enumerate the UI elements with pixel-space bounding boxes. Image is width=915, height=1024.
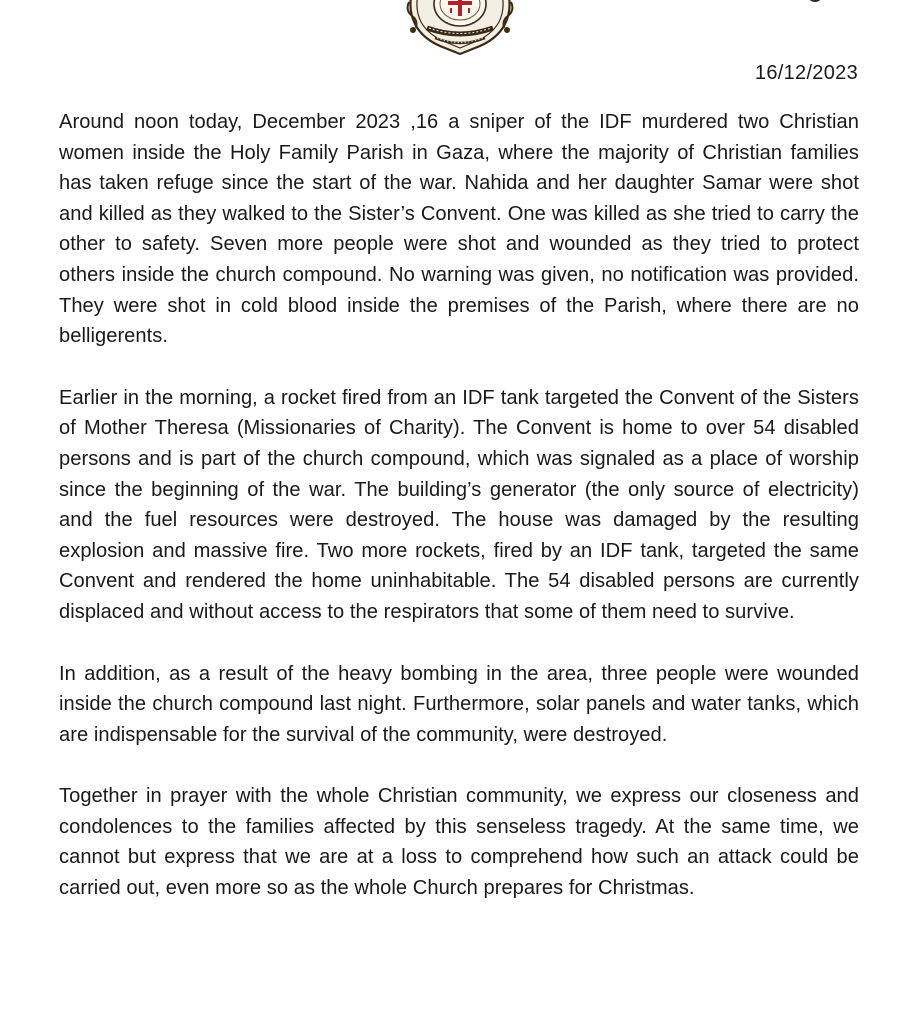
paragraph-prayer-condolences: Together in prayer with the whole Christian community, we express our closeness and condolences to the families affected by this senseless tragedy. At the same time, we cannot but express that we are at a loss to comprehend how such an attack could be carried out, even more so as the whole Church prepares for Christmas.: [59, 785, 859, 900]
paragraph-convent-rocket: Earlier in the morning, a rocket fired from an IDF tank targeted the Convent of the Sisters of Mother Theresa (Missionaries of Charity). The Convent is home to over 54 disabled persons and is part of the church compound, which was signaled as a place of worship since the beginning of the war. The building’s generator (the only source of electricity) and the fuel resources were destroyed. The house was damaged by the resulting explosion and massive fire. Two more rockets, fired by an IDF tank, targeted the same Convent and rendered the home uninhabitable. The 54 disabled persons are currently displaced and without access to the respirators that some of them need to survive.: [59, 386, 859, 623]
letter-body: [59, 107, 859, 935]
cropped-header-mark-icon: [809, 0, 831, 4]
paragraph-sniper-attack: Around noon today, December 2023 ,16 a sniper of the IDF murdered two Christian women inside the Holy Family Parish in Gaza, where the majority of Christian families has taken refuge since the start of the war. Nahida and her daughter Samar were shot and killed as they walked to the Sister’s Convent. One was killed as she tried to carry the other to safety. Seven more people were shot and wounded as they tried to protect others inside the church compound. No warning was given, no notification was provided. They were shot in cold blood inside the premises of the Parish, where there are no belligerents.: [59, 111, 859, 348]
church-seal-icon: [405, 0, 515, 58]
paragraph-heavy-bombing: In addition, as a result of the heavy bombing in the area, three people were wounded inside the church compound last night. Furthermore, solar panels and water tanks, which are indispensable for the survival of the community, were destroyed.: [59, 662, 859, 746]
letter-date: 16/12/2023: [754, 62, 858, 84]
